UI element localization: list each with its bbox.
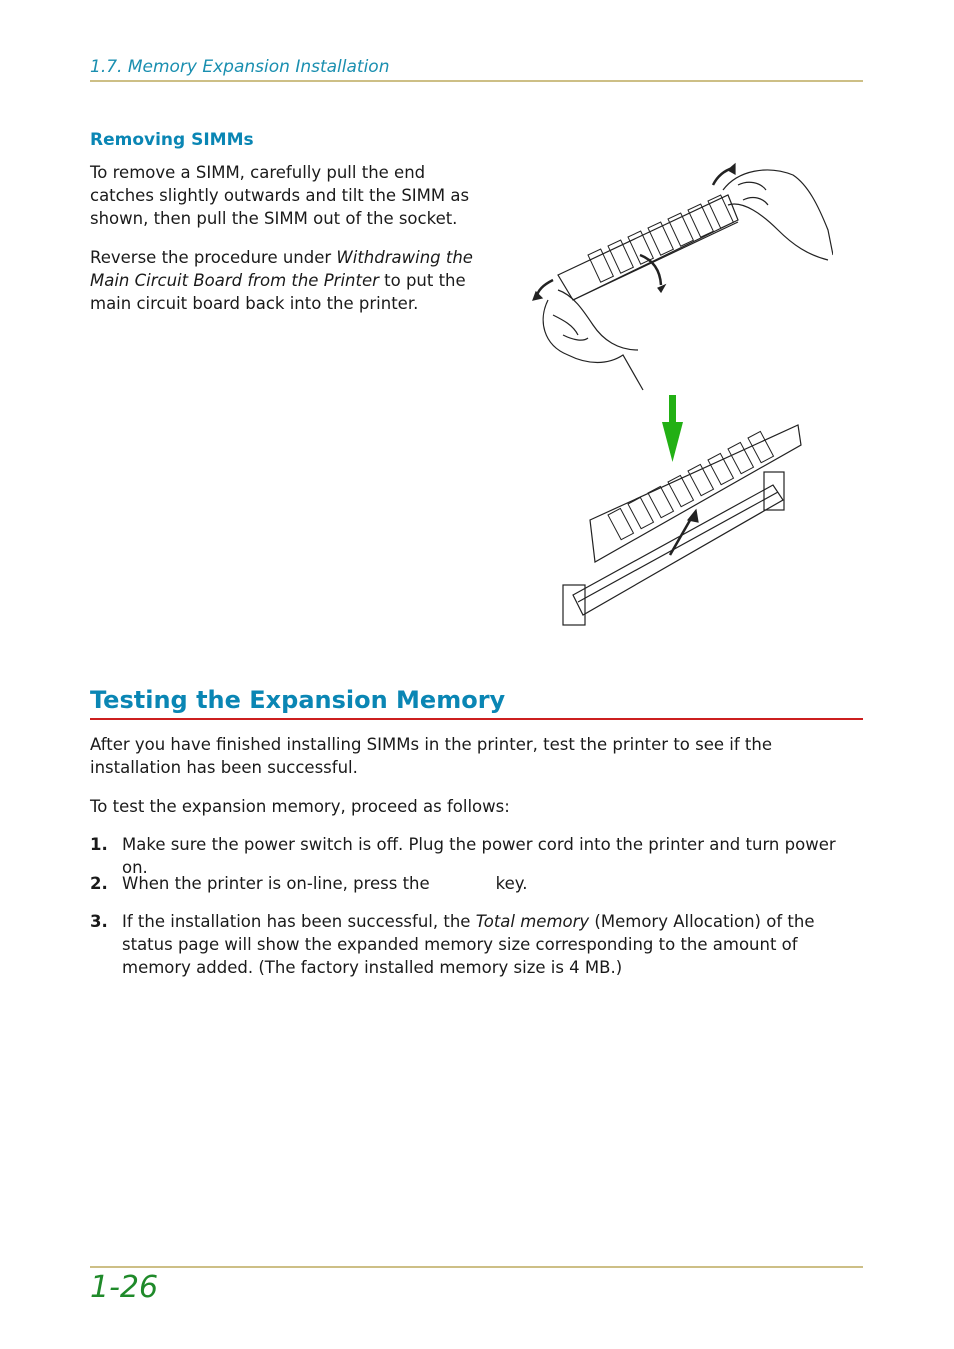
page-number: 1-26 bbox=[90, 1270, 159, 1305]
removing-paragraph-1: To remove a SIMM, carefully pull the end catches slightly outwards and tilt the SIMM as shown, then pull the SIMM out of the socket. bbox=[90, 163, 470, 228]
step-emphasis: Total memory bbox=[475, 912, 590, 931]
running-header: 1.7. Memory Expansion Installation bbox=[90, 57, 390, 77]
down-arrow-icon bbox=[662, 395, 683, 462]
testing-paragraph-2: To test the expansion memory, proceed as follows: bbox=[90, 797, 510, 816]
section-divider bbox=[90, 718, 863, 720]
step-text: Make sure the power switch is off. Plug the power cord into the printer and turn power on. bbox=[122, 835, 836, 877]
hands-removing-simm-illustration bbox=[533, 164, 833, 390]
simm-removal-figure bbox=[528, 160, 833, 635]
step-number: 1. bbox=[90, 835, 108, 854]
p2-text-a: Reverse the procedure under bbox=[90, 248, 337, 267]
step-text bbox=[122, 872, 862, 895]
step-text-b: key. bbox=[495, 874, 528, 893]
p2-text-b: to put the main circuit board back into the printer. bbox=[90, 271, 466, 313]
step-text-a: When the printer is on-line, press the bbox=[122, 874, 430, 893]
p2-emphasis: Withdrawing the Main Circuit Board from the Printer bbox=[90, 248, 473, 290]
section-title-removing: Removing SIMMs bbox=[90, 130, 254, 150]
step-text-b: (Memory Allocation) of the status page will show the expanded memory size corresponding to the amount of memory added. (The factory installed memory size is 4 MB.) bbox=[122, 912, 815, 977]
header-divider bbox=[90, 80, 863, 82]
section-title-testing: Testing the Expansion Memory bbox=[90, 686, 506, 714]
removing-paragraph-2 bbox=[90, 246, 490, 315]
footer-divider bbox=[90, 1266, 863, 1268]
step-number: 3. bbox=[90, 912, 108, 931]
step-text-a: If the installation has been successful, the bbox=[122, 912, 476, 931]
step-text bbox=[122, 910, 862, 979]
testing-paragraph-1: After you have finished installing SIMMs in the printer, test the printer to see if the installation has been successful. bbox=[90, 735, 772, 777]
step-number: 2. bbox=[90, 874, 108, 893]
simm-insertion-illustration bbox=[563, 425, 801, 625]
